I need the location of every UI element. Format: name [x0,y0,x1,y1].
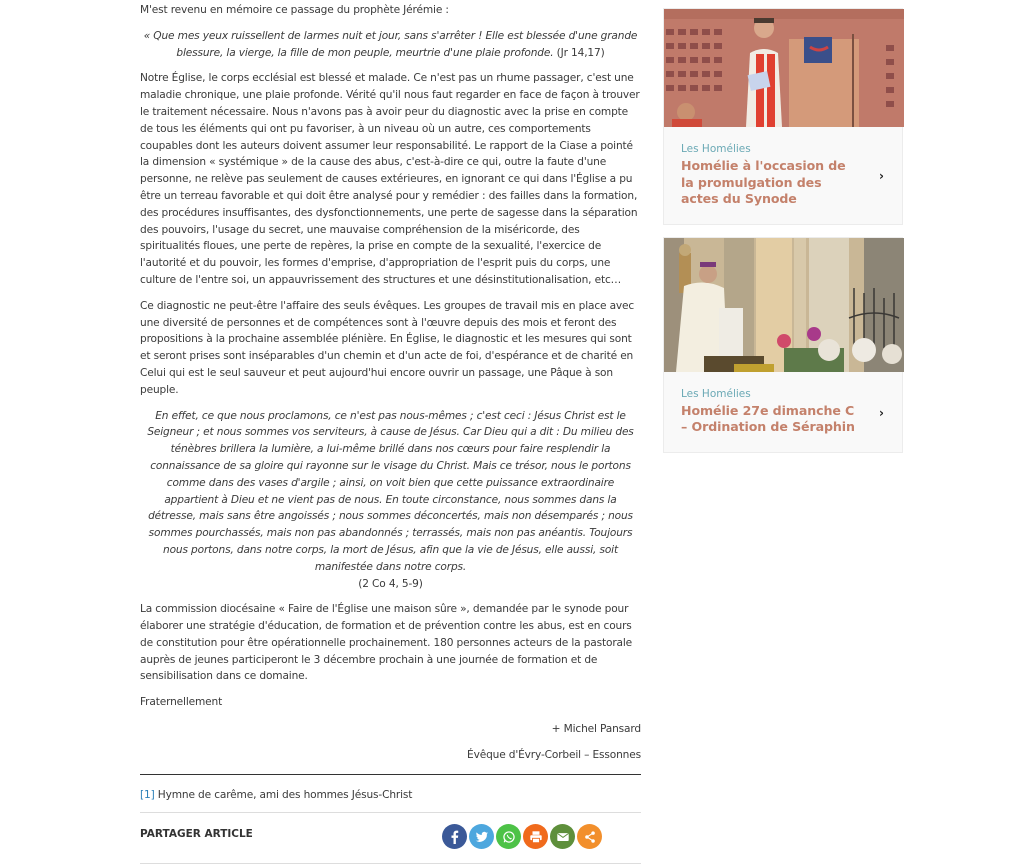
footnote-divider [140,774,641,775]
card-body [664,372,902,452]
article-thumbnail [664,238,904,372]
corinthians-quote [140,408,641,593]
print-icon [529,830,543,844]
paragraph-commission: La commission diocésaine « Faire de l'Église une maison sûre », demandée par le synode pour élaborer une stratégie d'éducation, de formation et de prévention contre les abus, est en cours de constitution pour être opérationnelle prochainement. 180 personnes acteurs de la pastorale auprès de jeunes participeront le 3 décembre prochain à une journée de formation et de sensibilisation dans ce domaine. [140,603,633,683]
article-body [140,0,641,864]
paragraph-diagnosis: Notre Église, le corps ecclésial est blessé et malade. Ce n'est pas un rhume passager, c'est une maladie chronique, une plaie profonde. Vérité qu'il nous faut regarder en face de façon à trouver le traitement nécessaire. Nous n'avons pas à avoir peur du diagnostic avec la prise en compte de tous les éléments qui ont pu favoriser, à un niveau où un autre, ces comportements coupables dont les auteurs doivent assumer leur responsabilité. Le rapport de la Ciase a pointé la dimension « systémique » de la cause des abus, c'est-à-dire ce qui, outre la faute d'une personne, ne relève pas seulement de causes extérieures, en ignorant ce qui dans l'Église a pu être un terreau favorable et qui doit être analysé pour y remédier : des failles dans la formation, des procédures insuffisantes, des dysfonctionnements, une perte de sagesse dans la séparation des pouvoirs, l'usage du secret, une mauvaise compréhension de la miséricorde, des spiritualités floues, une perte de repères, la prise en compte de la sexualité, l'exercice de l'autorité et du pouvoir, les formes d'emprise, d'appropriation de l'esprit puis du corps, une culture de l'entre soi, un appauvrissement des structures et une désinstitutionalisation, etc… [140,72,640,286]
whatsapp-share-button[interactable] [496,824,521,849]
jeremiah-quote [140,28,641,62]
quote-text: « Que mes yeux ruissellent de larmes nuit et jour, sans s'arrêter ! Elle est blessée d'une grande blessure, la vierge, la fille de mon peuple, meurtrie d'une plaie profonde. [143,29,638,59]
signature-name: + Michel Pansard [551,723,641,736]
card-title[interactable]: Homélie à l'occasion de la promulgation des actes du Synode [681,158,846,206]
whatsapp-icon [502,830,516,844]
share-bar [140,813,641,863]
related-article-card[interactable] [663,237,903,453]
twitter-share-button[interactable] [469,824,494,849]
related-article-card[interactable] [663,8,903,225]
closing: Fraternellement [140,696,223,709]
card-category[interactable]: Les Homélies [681,143,751,155]
paragraph-bishops: Ce diagnostic ne peut-être l'affaire des seuls évêques. Les groupes de travail mis en place avec une diversité de personnes et de compétences sont à l'œuvre depuis des mois et feront des propositions à la prochaine assemblée plénière. En Église, le diagnostic et les mesures qui sont et seront prises sont inséparables d'un chemin et d'un acte de foi, d'espérance et de charité en Celui qui est le seul sauveur et peut aujourd'hui encore ouvrir un passage, une Pâque à son peuple. [140,299,635,396]
card-title[interactable]: Homélie 27e dimanche C – Ordination de Séraphin [681,402,855,434]
email-share-button[interactable] [550,824,575,849]
twitter-icon [475,830,489,844]
related-articles-sidebar [663,8,903,465]
more-share-button[interactable] [577,824,602,849]
footnote-link[interactable]: [1] [140,788,155,801]
card-body [664,127,902,224]
quote-reference: (Jr 14,17) [553,46,605,59]
card-category[interactable]: Les Homélies [681,387,751,400]
share-buttons [442,824,602,849]
share-icon [583,830,597,844]
footnote [140,787,641,804]
print-button[interactable] [523,824,548,849]
quote-text: En effet, ce que nous proclamons, ce n'est pas nous-mêmes ; c'est ceci : Jésus Christ est le Seigneur ; et nous sommes vos serviteurs, à cause de Jésus. Car Dieu qui a dit : Du milieu des ténèbres brillera la lumière, a lui-même brillé dans nos cœurs pour faire resplendir la connaissance de sa gloire qui rayonne sur le visage du Christ. Mais ce trésor, nous le portons comme dans des vases d'argile ; ainsi, on voit bien que cette puissance extraordinaire appartient à Dieu et ne vient pas de nous. En toute circonstance, nous sommes dans la détresse, mais sans être angoissés ; nous sommes déconcertés, mais non désemparés ; nous sommes pourchassés, mais non pas abandonnés ; terrassés, mais non pas anéantis. Toujours nous portons, dans notre corps, la mort de Jésus, afin que la vie de Jésus, elle aussi, soit manifestée dans notre corps. [147,409,634,573]
intro-paragraph: M'est revenu en mémoire ce passage du prophète Jérémie : [140,4,449,16]
email-icon [556,830,570,844]
signature-title: Évêque d'Évry-Corbeil – Essonnes [467,748,641,761]
chevron-right-icon[interactable]: › [879,169,884,184]
article-thumbnail [664,9,904,127]
facebook-icon [448,830,462,844]
chevron-right-icon[interactable]: › [879,405,884,420]
facebook-share-button[interactable] [442,824,467,849]
footnote-text: Hymne de carême, ami des hommes Jésus-Christ [154,788,413,801]
quote-reference: (2 Co 4, 5-9) [358,577,423,590]
share-label: PARTAGER ARTICLE [140,828,253,841]
signature [140,721,641,764]
